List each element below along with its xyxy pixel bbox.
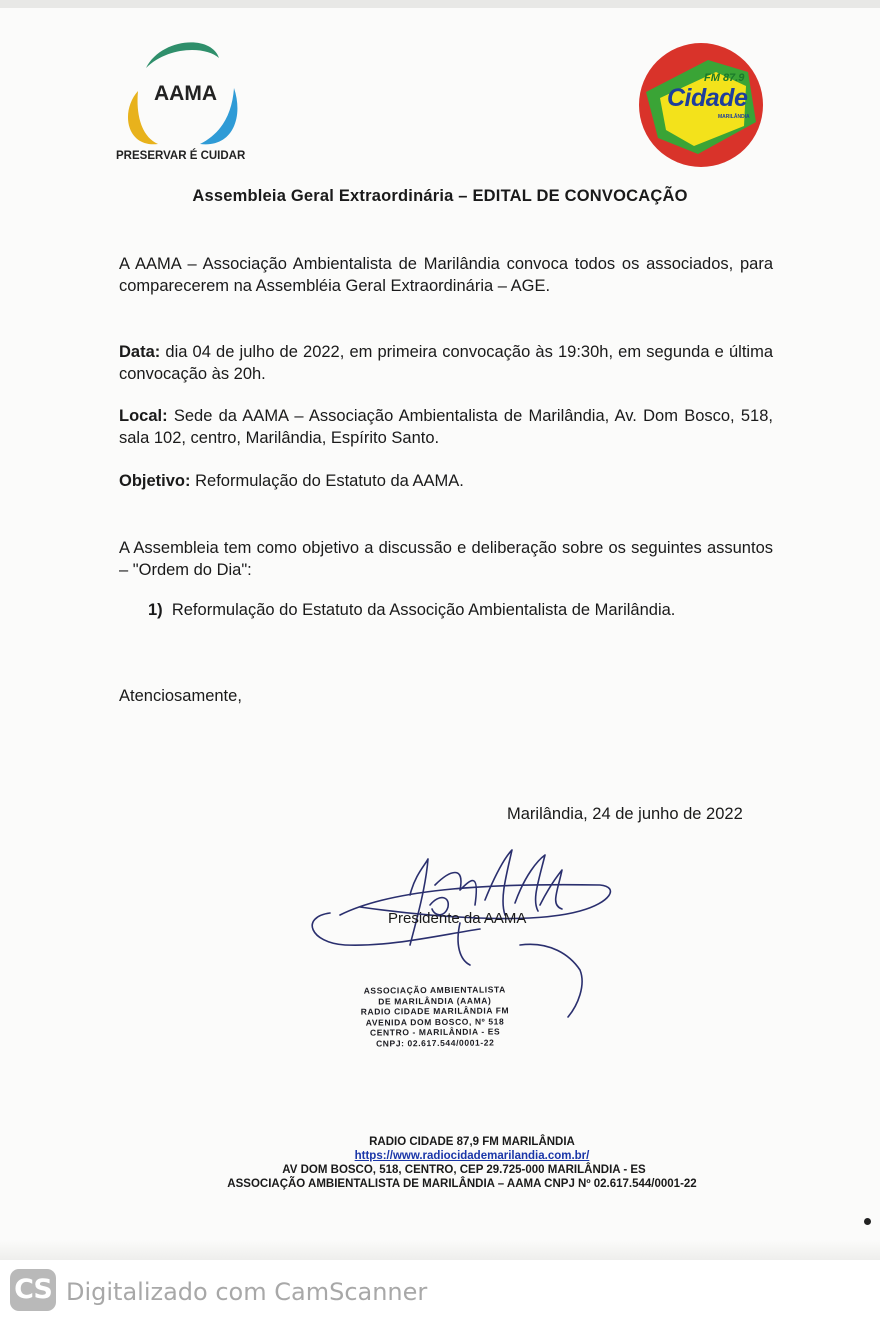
objective-text: Reformulação do Estatuto da AAMA. <box>190 472 464 490</box>
agenda-intro: A Assembleia tem como objetivo a discussão e deliberação sobre os seguintes assuntos – "Ordem do Dia": <box>119 539 773 579</box>
document-title: Assembleia Geral Extraordinária – EDITAL DE CONVOCAÇÃO <box>192 187 688 205</box>
objective-label: Objetivo: <box>119 472 191 490</box>
ink-dot <box>864 1218 871 1225</box>
objective-paragraph <box>119 470 773 492</box>
stamp-line: CNPJ: 02.617.544/0001-22 <box>375 1036 495 1049</box>
aama-logo-text: AAMA <box>154 82 217 105</box>
footer-address: AV DOM BOSCO, 518, CENTRO, CEP 29.725-000 MARILÂNDIA - ES <box>282 1164 646 1176</box>
document-footer <box>0 1135 880 1191</box>
stamp-line: AVENIDA DOM BOSCO, Nº 518 <box>365 1015 505 1028</box>
location-label: Local: <box>119 407 168 425</box>
closing-text: Atenciosamente, <box>119 687 242 705</box>
location-text: Sede da AAMA – Associação Ambientalista de Marilândia, Av. Dom Bosco, 518, sala 102, centro, Marilândia, Espírito Santo. <box>119 407 773 447</box>
camscanner-logo-icon: CS <box>10 1269 56 1311</box>
stamp-line: RADIO CIDADE MARILÂNDIA FM <box>360 1005 510 1017</box>
page-bottom-edge <box>0 1240 880 1260</box>
organization-stamp <box>330 984 541 1049</box>
page-top-edge <box>0 0 880 8</box>
date-label: Data: <box>119 343 161 361</box>
location-paragraph <box>119 405 773 449</box>
camscanner-watermark-text: Digitalizado com CamScanner <box>66 1278 428 1306</box>
agenda-item-number: 1) <box>148 601 163 619</box>
aama-logo <box>116 36 266 171</box>
radio-small-text: MARILÂNDIA <box>718 114 750 120</box>
date-paragraph <box>119 341 773 385</box>
signature-role: Presidente da AAMA <box>388 910 527 927</box>
radio-fm-text: FM 87.9 <box>704 72 745 84</box>
aama-tagline: PRESERVAR É CUIDAR <box>116 150 246 162</box>
stamp-line: DE MARILÂNDIA (AAMA) <box>378 995 492 1006</box>
date-text: dia 04 de julho de 2022, em primeira convocação às 19:30h, em segunda e última convocação às 20h. <box>119 343 773 383</box>
radio-cidade-logo <box>638 42 764 168</box>
radio-name-text: Cidade <box>667 84 748 112</box>
footer-cnpj: ASSOCIAÇÃO AMBIENTALISTA DE MARILÂNDIA – AAMA CNPJ Nº 02.617.544/0001-22 <box>227 1178 697 1190</box>
stamp-line: CENTRO - MARILÂNDIA - ES <box>369 1026 501 1038</box>
agenda-item-text: Reformulação do Estatuto da Associção Ambientalista de Marilândia. <box>171 601 676 619</box>
agenda-item <box>148 601 675 620</box>
stamp-line: ASSOCIAÇÃO AMBIENTALISTA <box>363 984 506 996</box>
footer-radio-name: RADIO CIDADE 87,9 FM MARILÂNDIA <box>369 1136 575 1148</box>
intro-paragraph: A AAMA – Associação Ambientalista de Marilândia convoca todos os associados, para comparecerem na Assembléia Geral Extraordinária – AGE. <box>119 255 773 295</box>
footer-url-link[interactable]: https://www.radiocidademarilandia.com.br/ <box>354 1150 590 1162</box>
place-date: Marilândia, 24 de junho de 2022 <box>507 805 743 823</box>
